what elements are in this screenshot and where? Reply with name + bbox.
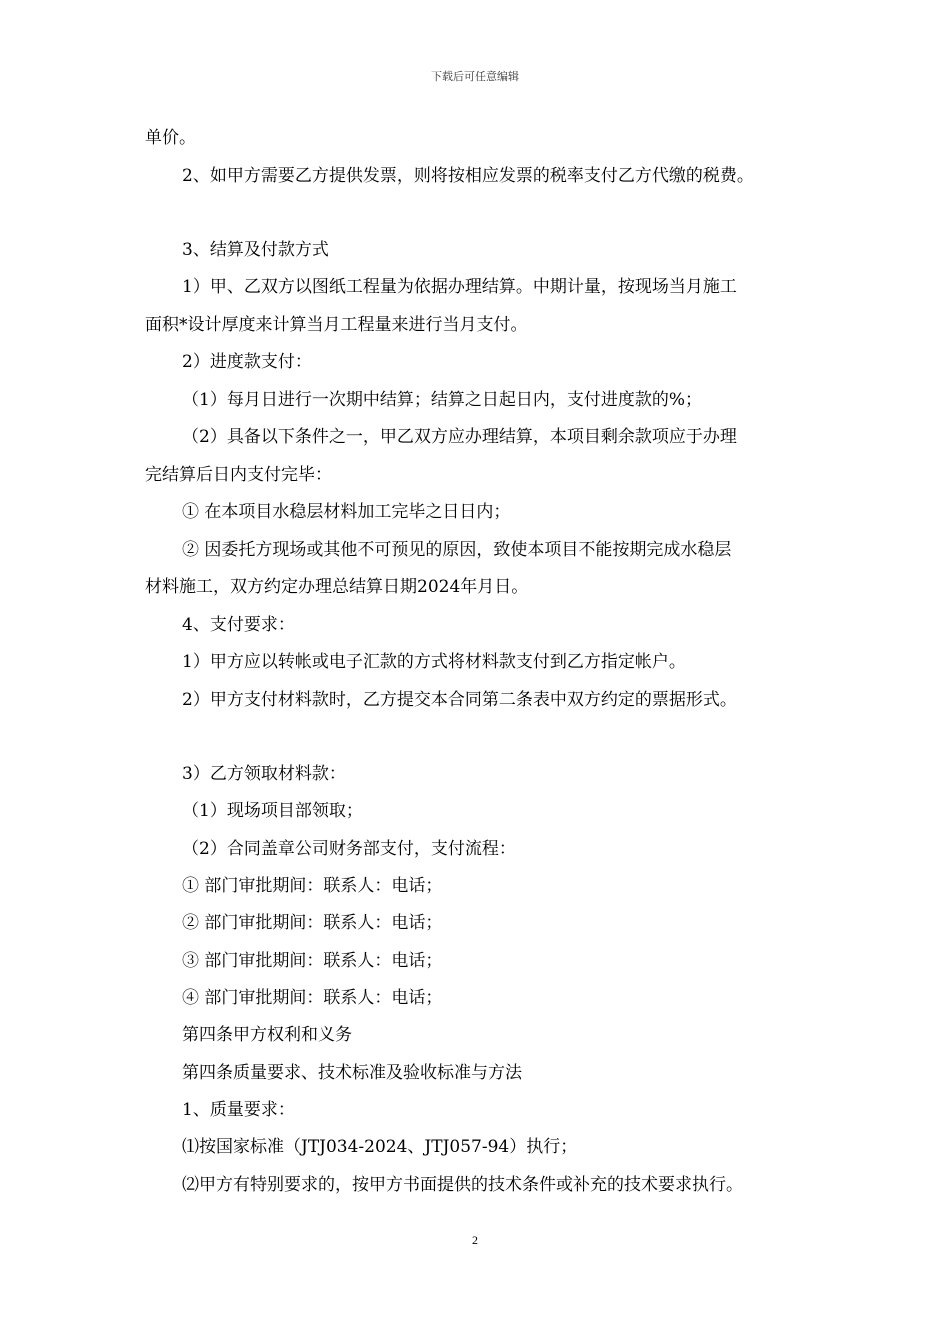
article-heading: 第四条甲方权利和义务 <box>182 1025 352 1045</box>
article-heading: 第四条质量要求、技术标准及验收标准与方法 <box>182 1063 522 1083</box>
text-line: ⑴按国家标准（JTJ034-2024、JTJ057-94）执行； <box>182 1137 578 1157</box>
text-line: 1）甲方应以转帐或电子汇款的方式将材料款支付到乙方指定帐户。 <box>182 652 686 672</box>
text-line: 2）进度款支付： <box>182 352 312 372</box>
text-line: ① 在本项目水稳层材料加工完毕之日日内； <box>182 502 511 522</box>
section-heading: 3、结算及付款方式 <box>182 240 329 260</box>
text-line: （2）合同盖章公司财务部支付，支付流程： <box>182 839 516 859</box>
text-line: ② 因委托方现场或其他不可预见的原因，致使本项目不能按期完成水稳层 <box>182 540 732 560</box>
text-line: 2、如甲方需要乙方提供发票，则将按相应发票的税率支付乙方代缴的税费。 <box>182 166 754 186</box>
text-line: 单价。 <box>145 128 196 148</box>
text-line: 材料施工，双方约定办理总结算日期2024年月日。 <box>145 577 529 597</box>
page-number: 2 <box>472 1233 478 1247</box>
text-line: 3）乙方领取材料款： <box>182 764 346 784</box>
text-line: ② 部门审批期间：联系人：电话； <box>182 913 443 933</box>
text-line: （1）现场项目部领取； <box>182 801 363 821</box>
text-line: ③ 部门审批期间：联系人：电话； <box>182 951 443 971</box>
text-line: （2）具备以下条件之一，甲乙双方应办理结算，本项目剩余款项应于办理 <box>182 427 737 447</box>
section-heading: 1、质量要求： <box>182 1100 295 1120</box>
text-line: 完结算后日内支付完毕： <box>145 465 332 485</box>
text-line: 面积*设计厚度来计算当月工程量来进行当月支付。 <box>145 315 528 335</box>
text-line: ④ 部门审批期间：联系人：电话； <box>182 988 443 1008</box>
text-line: 2）甲方支付材料款时，乙方提交本合同第二条表中双方约定的票据形式。 <box>182 690 737 710</box>
section-heading: 4、支付要求： <box>182 615 295 635</box>
page-header: 下载后可任意编辑 <box>431 70 519 83</box>
text-line: 1）甲、乙双方以图纸工程量为依据办理结算。中期计量，按现场当月施工 <box>182 277 737 297</box>
text-line: （1）每月日进行一次期中结算；结算之日起日内，支付进度款的%； <box>182 390 702 410</box>
text-line: ① 部门审批期间：联系人：电话； <box>182 876 443 896</box>
text-line: ⑵甲方有特别要求的，按甲方书面提供的技术条件或补充的技术要求执行。 <box>182 1175 743 1195</box>
